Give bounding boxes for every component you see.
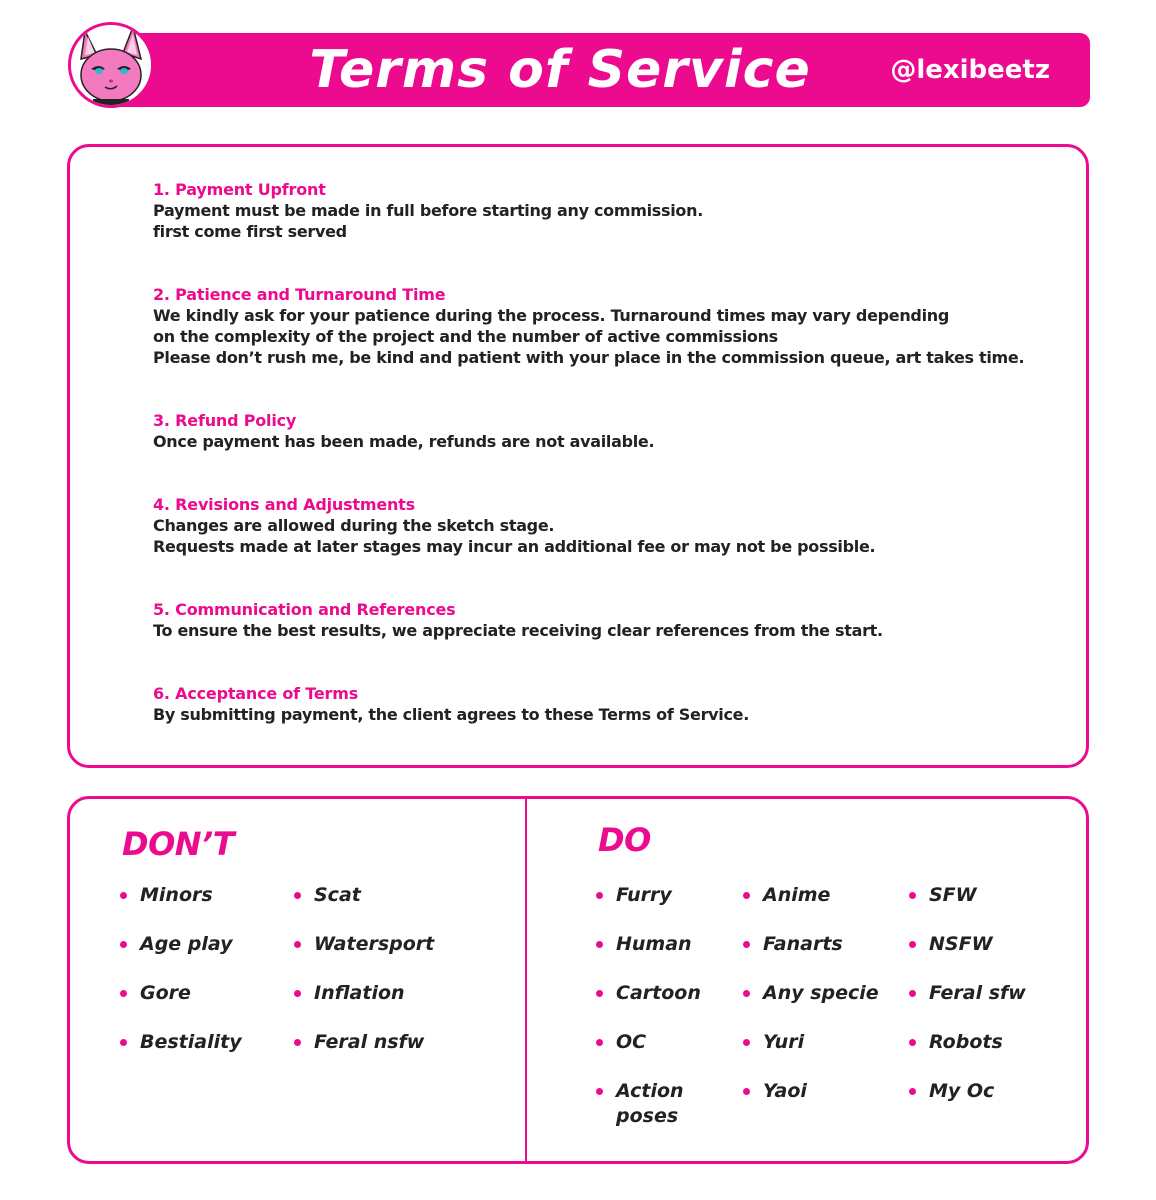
bullet-icon bbox=[294, 941, 301, 948]
term-heading: 2. Patience and Turnaround Time bbox=[153, 285, 446, 304]
term-line: Once payment has been made, refunds are not available. bbox=[153, 432, 655, 451]
bullet-icon bbox=[596, 1039, 603, 1046]
bullet-icon bbox=[596, 892, 603, 899]
terms-list bbox=[153, 179, 1073, 788]
bullet-icon bbox=[596, 990, 603, 997]
list-item: Anime bbox=[743, 883, 879, 932]
bullet-icon bbox=[743, 941, 750, 948]
bullet-icon bbox=[743, 990, 750, 997]
term-line: Please don’t rush me, be kind and patient with your place in the commission queue, art takes time. bbox=[153, 348, 1025, 367]
header-banner bbox=[100, 33, 1090, 107]
bullet-icon bbox=[909, 941, 916, 948]
list-item: Cartoon bbox=[596, 981, 706, 1030]
list-item: NSFW bbox=[909, 932, 1026, 981]
page-title: Terms of Service bbox=[309, 40, 811, 100]
bullet-icon bbox=[743, 1088, 750, 1095]
bullet-icon bbox=[596, 1088, 603, 1095]
do-list-col1 bbox=[596, 883, 706, 1128]
term-line: Requests made at later stages may incur an additional fee or may not be possible. bbox=[153, 537, 876, 556]
list-item: Bestiality bbox=[120, 1030, 242, 1079]
list-item: Age play bbox=[120, 932, 242, 981]
list-item: Any specie bbox=[743, 981, 879, 1030]
bullet-icon bbox=[294, 892, 301, 899]
artist-handle: @lexibeetz bbox=[890, 55, 1050, 85]
bullet-icon bbox=[120, 892, 127, 899]
term-line: first come first served bbox=[153, 222, 347, 241]
bullet-icon bbox=[596, 941, 603, 948]
dont-title: DON’T bbox=[122, 825, 235, 863]
bullet-icon bbox=[909, 1039, 916, 1046]
bullet-icon bbox=[120, 941, 127, 948]
list-item: Feral sfw bbox=[909, 981, 1026, 1030]
term-heading: 4. Revisions and Adjustments bbox=[153, 495, 415, 514]
list-item: Action poses bbox=[596, 1079, 706, 1128]
list-item: SFW bbox=[909, 883, 1026, 932]
list-item: Yuri bbox=[743, 1030, 879, 1079]
term-line: Changes are allowed during the sketch stage. bbox=[153, 516, 555, 535]
list-item: Yaoi bbox=[743, 1079, 879, 1128]
list-item: Scat bbox=[294, 883, 434, 932]
term-line: By submitting payment, the client agrees to these Terms of Service. bbox=[153, 705, 749, 724]
bullet-icon bbox=[743, 1039, 750, 1046]
list-item: Watersport bbox=[294, 932, 434, 981]
term-line: Payment must be made in full before starting any commission. bbox=[153, 201, 703, 220]
bullet-icon bbox=[120, 1039, 127, 1046]
bullet-icon bbox=[294, 1039, 301, 1046]
term-heading: 5. Communication and References bbox=[153, 600, 456, 619]
term-section-6 bbox=[153, 683, 1073, 788]
term-section-2 bbox=[153, 284, 1073, 410]
list-item: Inflation bbox=[294, 981, 434, 1030]
term-section-4 bbox=[153, 494, 1073, 599]
term-section-1 bbox=[153, 179, 1073, 284]
dont-list-col2 bbox=[294, 883, 434, 1079]
dont-list-col1 bbox=[120, 883, 242, 1079]
do-list-col2 bbox=[743, 883, 879, 1128]
list-item: Fanarts bbox=[743, 932, 879, 981]
bullet-icon bbox=[909, 892, 916, 899]
term-line: We kindly ask for your patience during the process. Turnaround times may vary depending bbox=[153, 306, 950, 325]
bullet-icon bbox=[120, 990, 127, 997]
term-heading: 3. Refund Policy bbox=[153, 411, 297, 430]
do-title: DO bbox=[598, 821, 651, 859]
pink-cat-avatar-icon bbox=[68, 22, 154, 108]
list-item: OC bbox=[596, 1030, 706, 1079]
do-list-col3 bbox=[909, 883, 1026, 1128]
list-item: My Oc bbox=[909, 1079, 1026, 1128]
list-item: Robots bbox=[909, 1030, 1026, 1079]
list-item: Furry bbox=[596, 883, 706, 932]
term-line: on the complexity of the project and the number of active commissions bbox=[153, 327, 778, 346]
bullet-icon bbox=[909, 1088, 916, 1095]
term-line: To ensure the best results, we appreciate receiving clear references from the start. bbox=[153, 621, 883, 640]
list-item: Minors bbox=[120, 883, 242, 932]
term-heading: 1. Payment Upfront bbox=[153, 180, 326, 199]
list-item: Human bbox=[596, 932, 706, 981]
column-divider bbox=[525, 799, 527, 1161]
bullet-icon bbox=[743, 892, 750, 899]
term-section-5 bbox=[153, 599, 1073, 683]
term-section-3 bbox=[153, 410, 1073, 494]
term-heading: 6. Acceptance of Terms bbox=[153, 684, 359, 703]
do-dont-panel bbox=[67, 796, 1089, 1164]
bullet-icon bbox=[294, 990, 301, 997]
bullet-icon bbox=[909, 990, 916, 997]
terms-panel bbox=[67, 144, 1089, 768]
list-item: Feral nsfw bbox=[294, 1030, 434, 1079]
list-item: Gore bbox=[120, 981, 242, 1030]
